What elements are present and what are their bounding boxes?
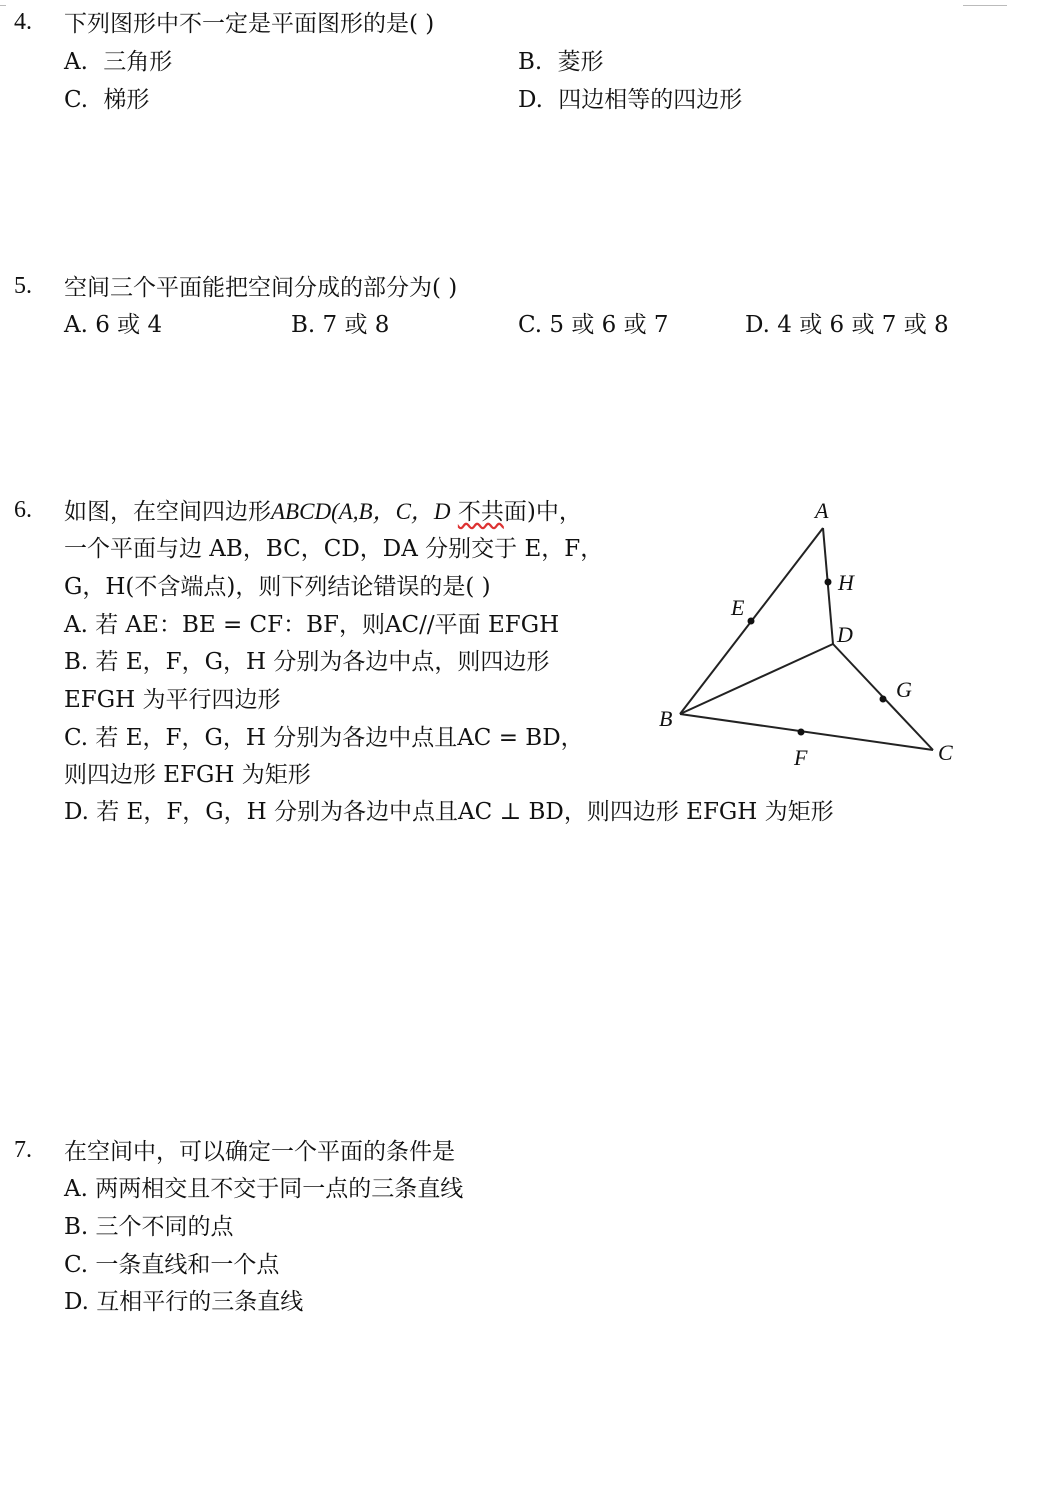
label-f: F xyxy=(794,745,808,770)
point-f xyxy=(798,729,805,736)
option-b-line-1: B. 若 E，F，G，H 分别为各边中点，则四边形 xyxy=(64,649,550,675)
point-g xyxy=(880,696,887,703)
option-a: A. 若 AE：BE = CF：BF，则AC//平面 EFGH xyxy=(64,612,560,638)
option-letter: D. xyxy=(745,312,770,338)
option-text: 梯形 xyxy=(103,87,150,113)
label-d: D xyxy=(837,622,853,647)
option-letter: A. xyxy=(64,49,88,75)
question-stem-line-1 xyxy=(64,496,582,528)
question-stem: 空间三个平面能把空间分成的部分为( ) xyxy=(64,275,458,301)
question-stem-line-2: 一个平面与边 AB，BC，CD，DA 分别交于 E，F， xyxy=(64,536,604,562)
option-a xyxy=(64,46,172,78)
option-c: C. 一条直线和一个点 xyxy=(64,1252,280,1278)
label-a: A xyxy=(815,498,829,523)
option-text: 7 或 8 xyxy=(322,312,390,338)
question-stem: 在空间中，可以确定一个平面的条件是 xyxy=(64,1139,455,1165)
option-d xyxy=(518,84,742,116)
spellcheck-underline: 不共 xyxy=(457,499,504,525)
edge-bd xyxy=(680,644,833,714)
option-d: D. 若 E，F，G，H 分别为各边中点且AC ⊥ BD，则四边形 EFGH 为矩形 xyxy=(64,799,834,825)
option-letter: B. xyxy=(291,312,316,338)
option-text: 5 或 6 或 7 xyxy=(549,312,669,338)
option-letter: D. xyxy=(518,87,543,113)
option-c-line-1: C. 若 E，F，G，H 分别为各边中点且AC = BD， xyxy=(64,725,584,751)
edge-ab xyxy=(680,528,823,714)
option-a: A. 两两相交且不交于同一点的三条直线 xyxy=(64,1176,464,1202)
stem-text: 如图，在空间四边形 xyxy=(64,499,271,525)
option-letter: C. xyxy=(64,87,89,113)
option-c xyxy=(518,309,669,341)
point-h xyxy=(825,579,832,586)
option-c-line-2: 则四边形 EFGH 为矩形 xyxy=(64,762,311,788)
stem-math: (A,B，C，D xyxy=(331,499,451,524)
question-number: 7. xyxy=(14,1137,32,1163)
question-stem: 下列图形中不一定是平面图形的是( ) xyxy=(64,11,435,37)
option-d xyxy=(745,309,949,341)
option-a xyxy=(64,309,162,341)
point-e xyxy=(748,618,755,625)
question-number: 5. xyxy=(14,273,32,299)
edge-dc xyxy=(833,644,933,750)
option-b: B. 三个不同的点 xyxy=(64,1214,234,1240)
option-text: 菱形 xyxy=(557,49,604,75)
page-corner-left xyxy=(0,0,6,6)
page-corner-right xyxy=(963,0,1007,6)
option-d: D. 互相平行的三条直线 xyxy=(64,1289,304,1315)
option-text: 4 或 6 或 7 或 8 xyxy=(777,312,949,338)
stem-text: 面)中， xyxy=(503,499,582,525)
label-c: C xyxy=(938,740,953,765)
option-letter: C. xyxy=(518,312,543,338)
edge-ad xyxy=(823,528,833,644)
option-text: 四边相等的四边形 xyxy=(558,87,743,113)
option-text: 三角形 xyxy=(103,49,173,75)
question-stem-line-3: G，H(不含端点)，则下列结论错误的是( ) xyxy=(64,574,491,600)
option-letter: A. xyxy=(64,312,88,338)
label-e: E xyxy=(731,595,745,620)
option-b xyxy=(291,309,389,341)
label-b: B xyxy=(659,706,673,731)
question-number: 4. xyxy=(14,9,32,35)
stem-math: ABCD xyxy=(271,499,332,524)
option-c xyxy=(64,84,149,116)
option-text: 6 或 4 xyxy=(95,312,163,338)
label-h: H xyxy=(838,570,854,595)
edge-bc xyxy=(680,714,933,750)
label-g: G xyxy=(896,677,912,702)
question-number: 6. xyxy=(14,497,32,523)
option-b xyxy=(518,46,604,78)
option-b-line-2: EFGH 为平行四边形 xyxy=(64,687,281,713)
option-letter: B. xyxy=(518,49,543,75)
